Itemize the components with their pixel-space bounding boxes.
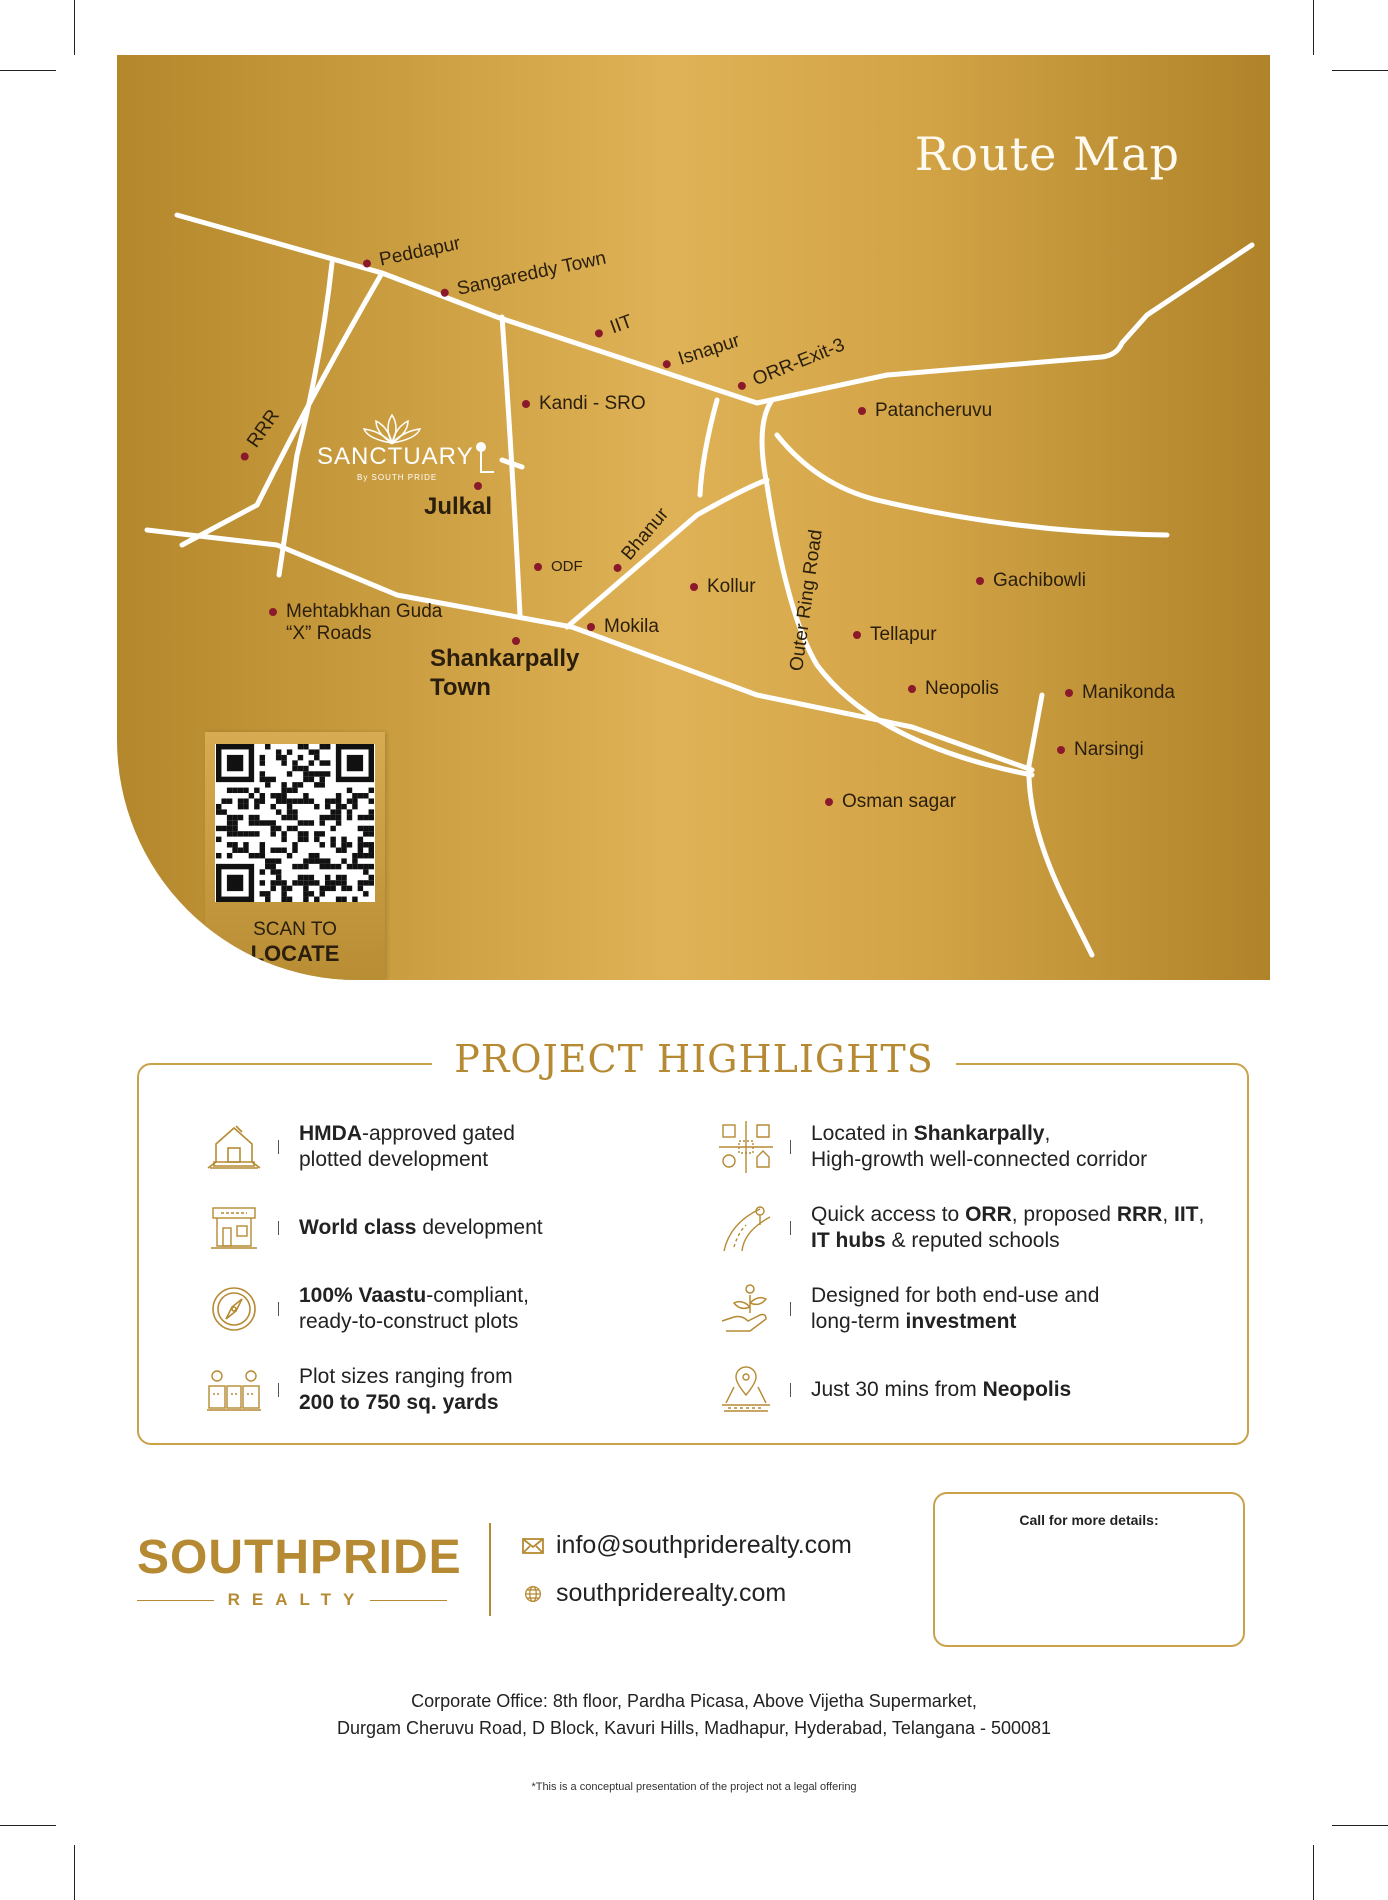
shankarpally-label-line2: Town — [430, 674, 491, 701]
pin-patancheruvu — [858, 400, 992, 422]
qr-caption-line1: SCAN TO — [253, 919, 337, 940]
road-bhanur — [567, 480, 767, 627]
place-label: Patancheruvu — [875, 400, 993, 421]
highlights-title-wrap — [0, 1037, 1388, 1081]
website-contact[interactable] — [522, 1579, 786, 1608]
road-sangareddy-patancheruvu — [177, 215, 1252, 403]
pin-dot — [908, 685, 916, 693]
pin-dot — [690, 583, 698, 591]
shankarpally-label-line1: Shankarpally — [430, 645, 580, 672]
pin-kandi-sro — [522, 393, 646, 415]
place-label: Osman sagar — [842, 791, 957, 812]
crop-mark — [0, 1825, 56, 1826]
address-line1: Corporate Office: 8th floor, Pardha Picasa, Above Vijetha Supermarket, — [411, 1691, 977, 1711]
pin-osman-sagar — [825, 791, 956, 813]
brand-rule — [137, 1600, 214, 1601]
place-label: Gachibowli — [993, 570, 1086, 591]
road-julkal-connector — [502, 460, 522, 467]
place-label: Kandi - SRO — [539, 393, 646, 414]
route-map-panel — [117, 55, 1270, 980]
crop-mark — [1332, 1825, 1388, 1826]
highlight-text: World class development — [299, 1216, 543, 1239]
julkal-label: Julkal — [424, 493, 493, 520]
highlight-item — [716, 1363, 1071, 1417]
highlight-text: Designed for both end-use and long-term investment — [811, 1284, 1100, 1333]
highlight-separator — [278, 1383, 279, 1397]
place-label: Neopolis — [925, 678, 999, 699]
mail-icon — [522, 1537, 544, 1555]
pin-tellapur — [853, 624, 937, 646]
crop-mark — [1313, 0, 1314, 55]
pin-neopolis — [908, 678, 999, 700]
qr-code-card[interactable] — [205, 732, 385, 980]
pin-dot — [853, 631, 861, 639]
place-label: ODF — [551, 558, 583, 575]
pin-dot — [1065, 689, 1073, 697]
pin-dot — [737, 381, 747, 391]
highlight-text: Located in Shankarpally, High-growth well-connected corridor — [811, 1122, 1148, 1171]
place-label: ORR-Exit-3 — [749, 334, 848, 391]
pin-dot — [1057, 746, 1065, 754]
highlight-item — [204, 1363, 513, 1417]
email-contact[interactable] — [522, 1531, 852, 1560]
southpride-logo — [137, 1530, 462, 1615]
disclaimer: *This is a conceptual presentation of the project not a legal offering — [531, 1781, 857, 1793]
plots-icon — [204, 1363, 264, 1417]
pin-dot — [440, 288, 449, 297]
highlight-separator — [790, 1221, 791, 1235]
pin-gachibowli — [976, 570, 1086, 592]
mehtabkhan-line2: “X” Roads — [286, 623, 372, 644]
place-label: RRR — [243, 405, 284, 452]
crop-mark — [0, 70, 56, 71]
road-orr-east — [777, 435, 1167, 535]
highlight-text: 100% Vaastu-compliant, ready-to-construct plots — [299, 1284, 529, 1333]
qr-caption-line2: LOCATE — [250, 941, 340, 966]
sanctuary-sub: By SOUTH PRIDE — [357, 473, 438, 482]
crop-mark — [74, 0, 75, 55]
pin-dot — [522, 400, 530, 408]
pin-mehtabkhan — [269, 601, 442, 623]
town-layout-icon — [716, 1120, 776, 1174]
highlights-title: PROJECT HIGHLIGHTS — [432, 1037, 956, 1081]
place-label: Mehtabkhan Guda — [286, 601, 443, 622]
place-label: Narsingi — [1074, 739, 1144, 760]
crop-mark — [74, 1845, 75, 1900]
pin-dot — [825, 798, 833, 806]
place-label: Isnapur — [675, 330, 743, 370]
call-title: Call for more details: — [1019, 1512, 1159, 1528]
pin-dot — [534, 563, 542, 571]
road-rrr-diagonal — [182, 273, 382, 545]
map-title: Route Map — [914, 127, 1180, 181]
pin-narsingi — [1057, 739, 1144, 761]
highlight-separator — [278, 1221, 279, 1235]
compass-icon — [204, 1282, 264, 1336]
crop-mark — [1332, 70, 1388, 71]
crop-mark — [1313, 1845, 1314, 1900]
pin-dot — [594, 328, 604, 338]
brand-sub: REALTY — [227, 1590, 367, 1609]
globe-icon — [522, 1585, 544, 1603]
place-label: Peddapur — [377, 232, 463, 271]
pin-dot — [587, 623, 595, 631]
sanctuary-word: SANCTUARY — [317, 443, 474, 470]
highlight-separator — [278, 1140, 279, 1154]
pin-dot — [362, 259, 371, 268]
website-url[interactable]: southpriderealty.com — [556, 1579, 787, 1607]
footer-divider — [489, 1523, 491, 1616]
place-label: Tellapur — [870, 624, 937, 645]
address-line2: Durgam Cheruvu Road, D Block, Kavuri Hills, Madhapur, Hyderabad, Telangana - 500081 — [336, 1718, 1052, 1738]
pin-dot — [662, 359, 672, 369]
lotus-icon — [362, 413, 422, 445]
call-details-box — [933, 1492, 1245, 1647]
highlight-item — [716, 1282, 1099, 1336]
place-label: Sangareddy Town — [455, 247, 609, 300]
road-manikonda-south — [1029, 695, 1092, 955]
pin-dot — [976, 577, 984, 585]
highlight-text: HMDA-approved gated plotted development — [299, 1122, 515, 1171]
highlight-separator — [790, 1383, 791, 1397]
highlight-text: Just 30 mins from Neopolis — [811, 1378, 1072, 1401]
highlight-separator — [790, 1302, 791, 1316]
brand-rule — [370, 1600, 447, 1601]
sanctuary-logo — [317, 413, 497, 493]
location-pin-icon — [716, 1363, 776, 1417]
email-address[interactable]: info@southpriderealty.com — [556, 1531, 852, 1559]
qr-code[interactable] — [215, 744, 375, 902]
road-icon — [716, 1201, 776, 1255]
outer-ring-road-label: Outer Ring Road — [786, 528, 827, 673]
highlight-item — [204, 1120, 515, 1174]
place-label: Bhanur — [617, 503, 673, 565]
pin-dot — [269, 608, 277, 616]
pin-kollur — [690, 576, 756, 598]
place-label: Kollur — [707, 576, 756, 597]
place-label: Manikonda — [1082, 682, 1175, 703]
place-label: Mokila — [604, 616, 659, 637]
pin-dot — [512, 637, 520, 645]
place-label: IIT — [607, 310, 636, 339]
house-icon — [204, 1120, 264, 1174]
investment-plant-icon — [716, 1282, 776, 1336]
highlight-item — [716, 1120, 1147, 1174]
pin-odf — [534, 558, 583, 575]
pin-dot — [858, 407, 866, 415]
location-marker-icon — [475, 441, 497, 477]
pin-shankarpally — [512, 637, 529, 645]
highlight-text: Quick access to ORR, proposed RRR, IIT, IT hubs & reputed schools — [811, 1203, 1205, 1252]
brand-sub-wrap — [137, 1590, 447, 1610]
pin-mokila — [587, 616, 659, 638]
clubhouse-icon — [204, 1201, 264, 1255]
highlight-separator — [278, 1302, 279, 1316]
highlight-item — [204, 1282, 529, 1336]
road-isnapur-connector — [700, 400, 717, 495]
highlight-text: Plot sizes ranging from 200 to 750 sq. yards — [299, 1365, 513, 1414]
highlight-item — [716, 1201, 1204, 1255]
pin-manikonda — [1065, 682, 1175, 704]
highlight-separator — [790, 1140, 791, 1154]
highlight-item — [204, 1201, 543, 1255]
brand-name: SOUTHPRIDE — [137, 1531, 462, 1584]
